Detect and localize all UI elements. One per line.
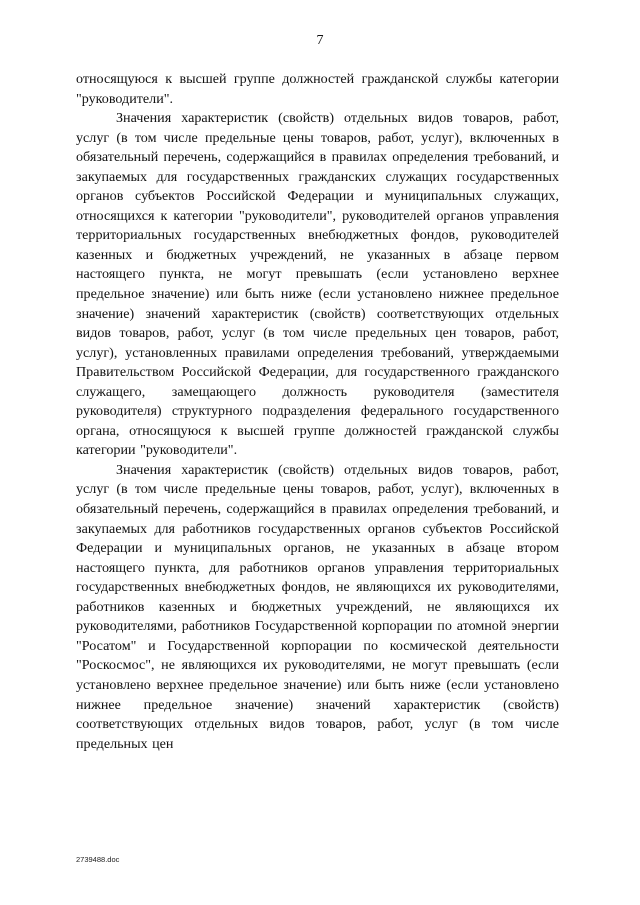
paragraph-employees: Значения характеристик (свойств) отдельных видов товаров, работ, услуг (в том числе предельные цены товаров, работ, услуг), включенных в обязательный перечень, содержащийся в правилах определения требований, и закупаемых для работников государственных органов субъектов Российской Федерации и муниципальных органов, не указанных в абзаце втором настоящего пункта, для работников органов управления территориальных государственных внебюджетных фондов, не являющихся их руководителями, работников казенных и бюджетных учреждений, не являющихся их руководителями, работников Государственной корпорации по атомной энергии "Росатом" и Государственной корпорации по космической деятельности "Роскосмос", не являющихся их руководителями, не могут превышать (если установлено верхнее предельное значение) или быть ниже (если установлено нижнее предельное значение) значений характеристик (свойств) соответствующих отдельных видов товаров, работ, услуг (в том числе предельных цен [76,461,559,752]
document-file-reference: 2739488.doc [76,855,120,864]
paragraph-continuation: относящуюся к высшей группе должностей гражданской службы категории "руководители". [76,71,559,107]
paragraph-officials-leaders: Значения характеристик (свойств) отдельных видов товаров, работ, услуг (в том числе предельные цены товаров, работ, услуг), включенных в обязательный перечень, содержащийся в правилах определения требований, и закупаемых для государственных гражданских служащих государственных органов субъектов Российской Федерации и муниципальных служащих, относящихся к категории "руководители", руководителей органов управления территориальных государственных внебюджетных фондов, руководителей казенных и бюджетных учреждений, не указанных в абзаце первом настоящего пункта, не могут превышать (если установлено верхнее предельное значение) или быть ниже (если установлено нижнее предельное значение) значений характеристик (свойств) соответствующих отдельных видов товаров, работ, услуг (в том числе предельных цен товаров, работ, услуг), установленных правилами определения требований, утверждаемыми Правительством Российской Федерации, для государственного гражданского служащего, замещающего должность руководителя (заместителя руководителя) структурного подразделения федерального государственного органа, относящуюся к высшей группе должностей гражданской службы категории "руководители". [76,110,559,459]
document-body [76,70,559,754]
page-number: 7 [316,33,324,48]
